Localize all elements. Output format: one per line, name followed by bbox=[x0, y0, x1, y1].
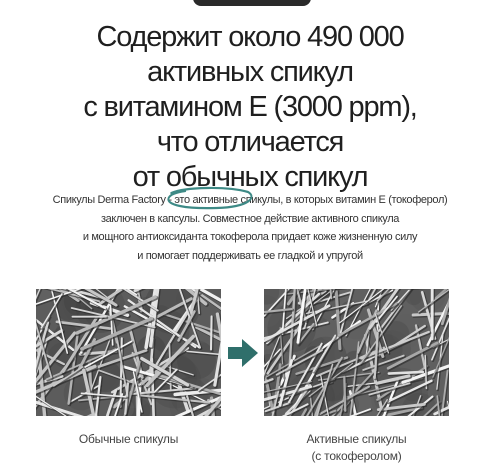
description bbox=[0, 191, 500, 265]
regular-spicules-micrograph bbox=[36, 289, 221, 416]
arrow-right-icon bbox=[228, 339, 258, 367]
headline-line-2: активных спикул bbox=[147, 56, 353, 88]
description-line-4: и помогает поддерживать ее гладкой и упругой bbox=[137, 249, 363, 262]
caption-active-spicules-line-2: (с токоферолом) bbox=[311, 449, 402, 463]
description-line-3: и мощного антиоксиданта токоферола придает коже жизненную силу bbox=[82, 231, 418, 243]
caption-active-spicules bbox=[264, 431, 449, 465]
caption-active-spicules-line-1: Активные спикулы bbox=[306, 432, 407, 446]
active-spicules-micrograph bbox=[264, 289, 449, 416]
headline-line-4: что отличается bbox=[156, 126, 344, 158]
headline bbox=[0, 20, 500, 195]
highlighted-phrase bbox=[174, 191, 245, 210]
headline-line-1: Содержит около 490 000 bbox=[96, 21, 404, 53]
description-line-1-start: Спикулы Derma Factory - bbox=[52, 194, 175, 206]
top-tab-decoration bbox=[193, 0, 311, 6]
caption-regular-spicules bbox=[36, 431, 221, 448]
highlighted-phrase-text: это активные с bbox=[174, 194, 246, 206]
active-spicules-photo bbox=[264, 289, 449, 416]
description-line-2: заключен в капсулы. Совместное действие активного спикула bbox=[100, 212, 400, 225]
regular-spicules-photo bbox=[36, 289, 221, 416]
headline-line-3: с витамином E (3000 ppm), bbox=[83, 91, 417, 123]
headline-line-5: от обычных спикул bbox=[132, 161, 368, 193]
description-line-1-end: пикулы, в которых витамин E (токоферол) bbox=[245, 194, 448, 206]
caption-regular-spicules-text: Обычные спикулы bbox=[78, 432, 179, 446]
description-line-1 bbox=[0, 191, 500, 210]
